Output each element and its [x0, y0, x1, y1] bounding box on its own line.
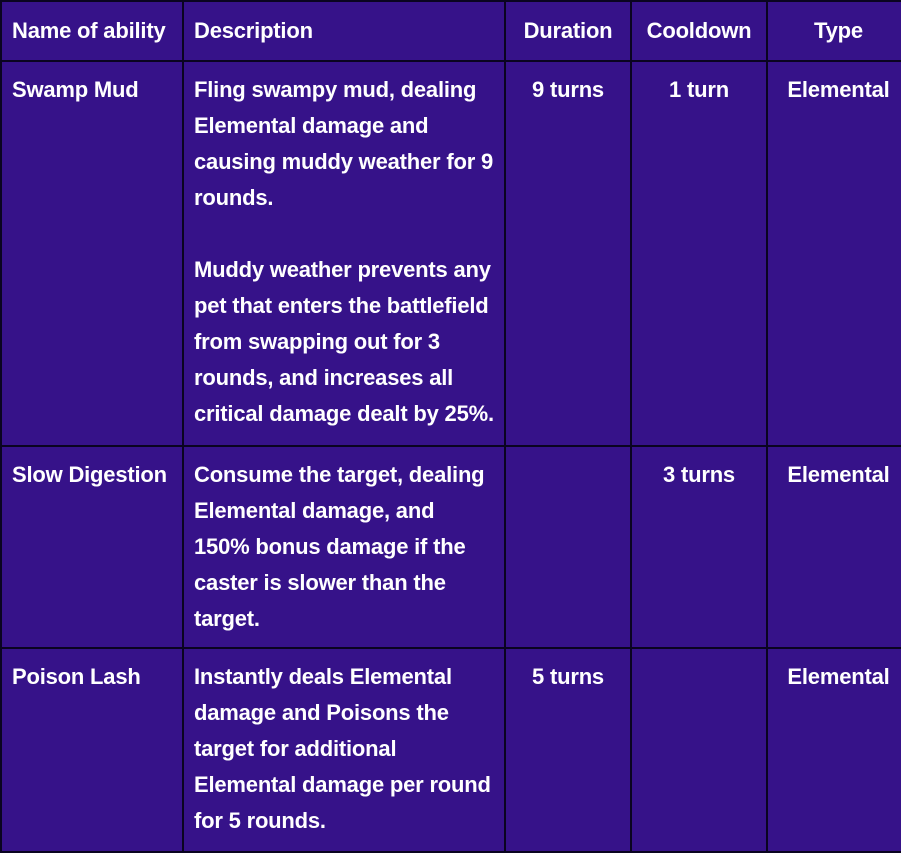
header-cooldown: Cooldown	[631, 1, 767, 61]
table-row	[1, 648, 901, 852]
description-paragraph: Consume the target, dealing Elemental damage, and 150% bonus damage if the caster is slower than the target.	[194, 462, 485, 631]
description-paragraph: Instantly deals Elemental damage and Poisons the target for additional Elemental damage per round for 5 rounds.	[194, 664, 491, 833]
ability-duration: 9 turns	[505, 61, 631, 446]
header-description: Description	[183, 1, 505, 61]
ability-type: Elemental	[767, 446, 901, 648]
ability-cooldown	[631, 648, 767, 852]
ability-name: Slow Digestion	[1, 446, 183, 648]
table-body	[1, 61, 901, 852]
header-type: Type	[767, 1, 901, 61]
description-paragraph: Muddy weather prevents any pet that enters the battlefield from swapping out for 3 rounds, and increases all critical damage dealt by 25%.	[194, 257, 494, 426]
ability-description	[183, 446, 505, 648]
header-duration: Duration	[505, 1, 631, 61]
header-name-of-ability: Name of ability	[1, 1, 183, 61]
ability-type: Elemental	[767, 648, 901, 852]
ability-duration: 5 turns	[505, 648, 631, 852]
table-row	[1, 61, 901, 446]
table-row	[1, 446, 901, 648]
ability-name: Poison Lash	[1, 648, 183, 852]
ability-name: Swamp Mud	[1, 61, 183, 446]
ability-cooldown: 3 turns	[631, 446, 767, 648]
table-header	[1, 1, 901, 61]
header-row	[1, 1, 901, 61]
ability-type: Elemental	[767, 61, 901, 446]
ability-cooldown: 1 turn	[631, 61, 767, 446]
ability-description	[183, 61, 505, 446]
ability-duration	[505, 446, 631, 648]
ability-description	[183, 648, 505, 852]
description-paragraph: Fling swampy mud, dealing Elemental damage and causing muddy weather for 9 rounds.	[194, 77, 494, 210]
